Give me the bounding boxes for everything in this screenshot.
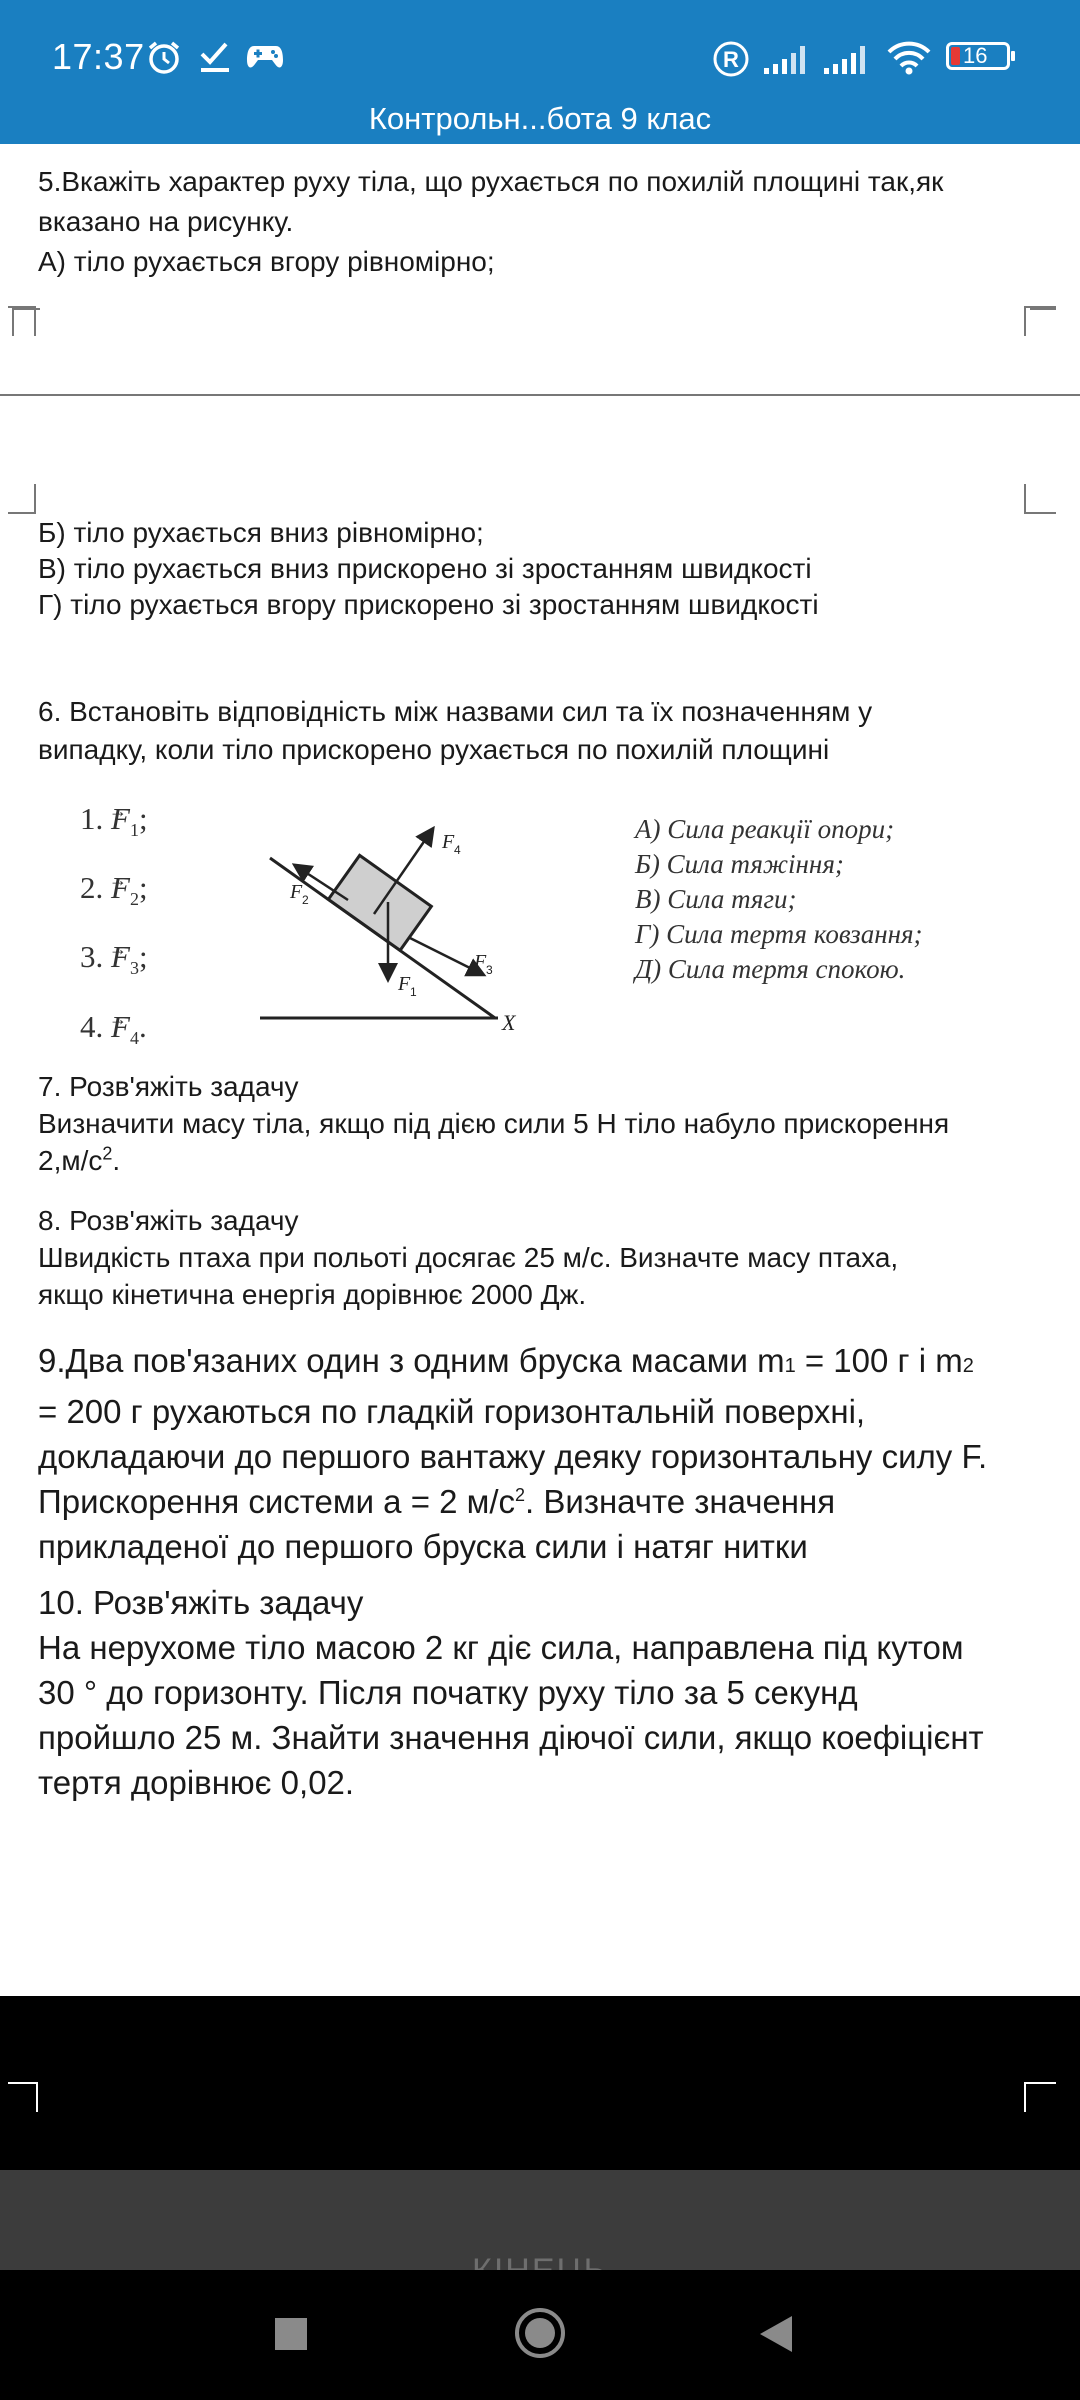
gamepad-icon xyxy=(246,42,284,72)
label-x: X xyxy=(502,1010,516,1035)
crop-mark xyxy=(34,306,36,336)
question-9-text-line3: докладаючи до першого вантажу деяку горизонтальну силу F. xyxy=(38,1438,988,1475)
label-f2: F xyxy=(290,881,303,903)
question-9-text-line2: = 200 г рухаються по гладкій горизонтальній поверхні, xyxy=(38,1393,866,1430)
status-time: 17:37 xyxy=(52,36,145,77)
answer-item: Г) Сила тертя ковзання; xyxy=(635,919,923,949)
label-f4: F xyxy=(442,831,455,853)
force-item: 4. → $F_4$. xyxy=(80,998,148,1067)
question-10-text-line4: тертя дорівнює 0,02. xyxy=(38,1764,355,1801)
battery-icon xyxy=(946,42,1010,70)
label-f1-index: 1 xyxy=(410,985,417,999)
incline-figure xyxy=(80,790,980,1050)
question-10 xyxy=(38,1580,1048,1805)
signal-icon xyxy=(762,42,814,76)
question-5-option-b: Б) тіло рухається вниз рівномірно; xyxy=(38,517,484,548)
recent-apps-button[interactable] xyxy=(274,2317,308,2351)
signal-icon xyxy=(822,42,874,76)
home-button[interactable] xyxy=(513,2306,567,2360)
question-9-text-line5: прикладеної до першого бруска сили і натяг нитки xyxy=(38,1528,808,1565)
crop-mark xyxy=(36,2082,38,2112)
question-7-text-line2: $2,м/с^2$. xyxy=(38,1143,121,1176)
crop-mark xyxy=(34,484,36,514)
crop-mark xyxy=(8,512,36,514)
app-bar xyxy=(0,100,1080,144)
question-9 xyxy=(38,1338,1048,1569)
question-8 xyxy=(38,1202,1048,1313)
question-5-bottom xyxy=(38,515,1048,623)
label-f1: F xyxy=(398,973,411,995)
force-arrow-f3 xyxy=(410,938,482,974)
incline-diagram xyxy=(260,790,560,1050)
crop-mark xyxy=(1024,512,1056,514)
page-divider xyxy=(0,394,1080,396)
svg-text:R: R xyxy=(723,47,739,72)
label-f2-index: 2 xyxy=(302,893,309,907)
label-f3: F xyxy=(474,951,487,973)
back-button[interactable] xyxy=(758,2314,794,2354)
question-7-text-line1: Визначити масу тіла, якщо під дією сили 5 Н тіло набуло прискорення xyxy=(38,1108,950,1139)
answer-item: В) Сила тяги; xyxy=(635,884,797,914)
question-10-text-line2: 30 ° до горизонту. Після початку руху тіло за 5 секунд xyxy=(38,1674,858,1711)
crop-mark xyxy=(1024,484,1026,514)
question-10-text-line3: пройшло 25 м. Знайти значення діючої сили, якщо коефіцієнт xyxy=(38,1719,984,1756)
crop-mark xyxy=(1030,308,1056,336)
document-title: Контрольн...бота 9 клас xyxy=(368,101,712,136)
question-9-text-line4: Прискорення системи а = 2 $м/с^2$. Визначте значення xyxy=(38,1483,836,1520)
label-f4-index: 4 xyxy=(454,843,461,857)
answer-list xyxy=(635,812,923,987)
checkmark-icon xyxy=(198,40,232,74)
force-item: 3. → $F_3$; xyxy=(80,928,148,997)
wifi-icon xyxy=(886,40,932,76)
navigation-bar xyxy=(0,2270,1080,2400)
question-8-text-line1: Швидкість птаха при польоті досягає 25 м/с. Визначте масу птаха, xyxy=(38,1242,899,1273)
question-5-text-line1: 5.Вкажіть характер руху тіла, що рухається по похилій площині так,як xyxy=(38,166,944,197)
crop-mark xyxy=(1024,306,1026,336)
question-5-option-g: Г) тіло рухається вгору прискорено зі зростанням швидкості xyxy=(38,589,819,620)
question-7-title: 7. Розв'яжіть задачу xyxy=(38,1071,299,1102)
question-9-text-line1: 9.Два пов'язаних один з одним бруска масами m1 = 100 г і m2 xyxy=(38,1342,974,1379)
crop-mark xyxy=(8,306,36,308)
answer-item: Б) Сила тяжіння; xyxy=(635,849,844,879)
question-8-text-line2: якщо кінетична енергія дорівнює 2000 Дж. xyxy=(38,1279,587,1310)
question-6-text-line1: 6. Встановіть відповідність між назвами сил та їх позначенням у xyxy=(38,696,873,727)
status-bar xyxy=(0,0,1080,100)
next-page-area xyxy=(0,1996,1080,2170)
question-5-option-a: А) тіло рухається вгору рівномірно; xyxy=(38,246,495,277)
question-5-option-v: В) тіло рухається вниз прискорено зі зростанням швидкості xyxy=(38,553,812,584)
question-5-text-line2: вказано на рисунку. xyxy=(38,206,294,237)
force-item: 1. → $F_1$; xyxy=(80,790,148,859)
question-10-title: 10. Розв'яжіть задачу xyxy=(38,1584,364,1621)
battery-level: 16 xyxy=(963,43,988,68)
answer-item: Д) Сила тертя спокою. xyxy=(635,954,906,984)
registered-icon xyxy=(712,40,750,78)
alarm-icon xyxy=(146,40,182,76)
crop-mark xyxy=(1024,306,1056,308)
forces-list xyxy=(80,790,148,1067)
question-7 xyxy=(38,1068,1048,1179)
crop-mark xyxy=(1024,2082,1026,2112)
crop-mark xyxy=(1024,2082,1056,2084)
block xyxy=(328,855,431,950)
crop-mark xyxy=(8,2082,38,2084)
question-6 xyxy=(38,693,1048,769)
question-8-title: 8. Розв'яжіть задачу xyxy=(38,1205,299,1236)
question-5-top xyxy=(38,162,1048,282)
question-10-text-line1: На нерухоме тіло масою 2 кг діє сила, направлена під кутом xyxy=(38,1629,964,1666)
question-6-text-line2: випадку, коли тіло прискорено рухається по похилій площині xyxy=(38,734,830,765)
answer-item: А) Сила реакції опори; xyxy=(635,814,895,844)
label-f3-index: 3 xyxy=(486,963,493,977)
force-item: 2. → $F_2$; xyxy=(80,859,148,928)
